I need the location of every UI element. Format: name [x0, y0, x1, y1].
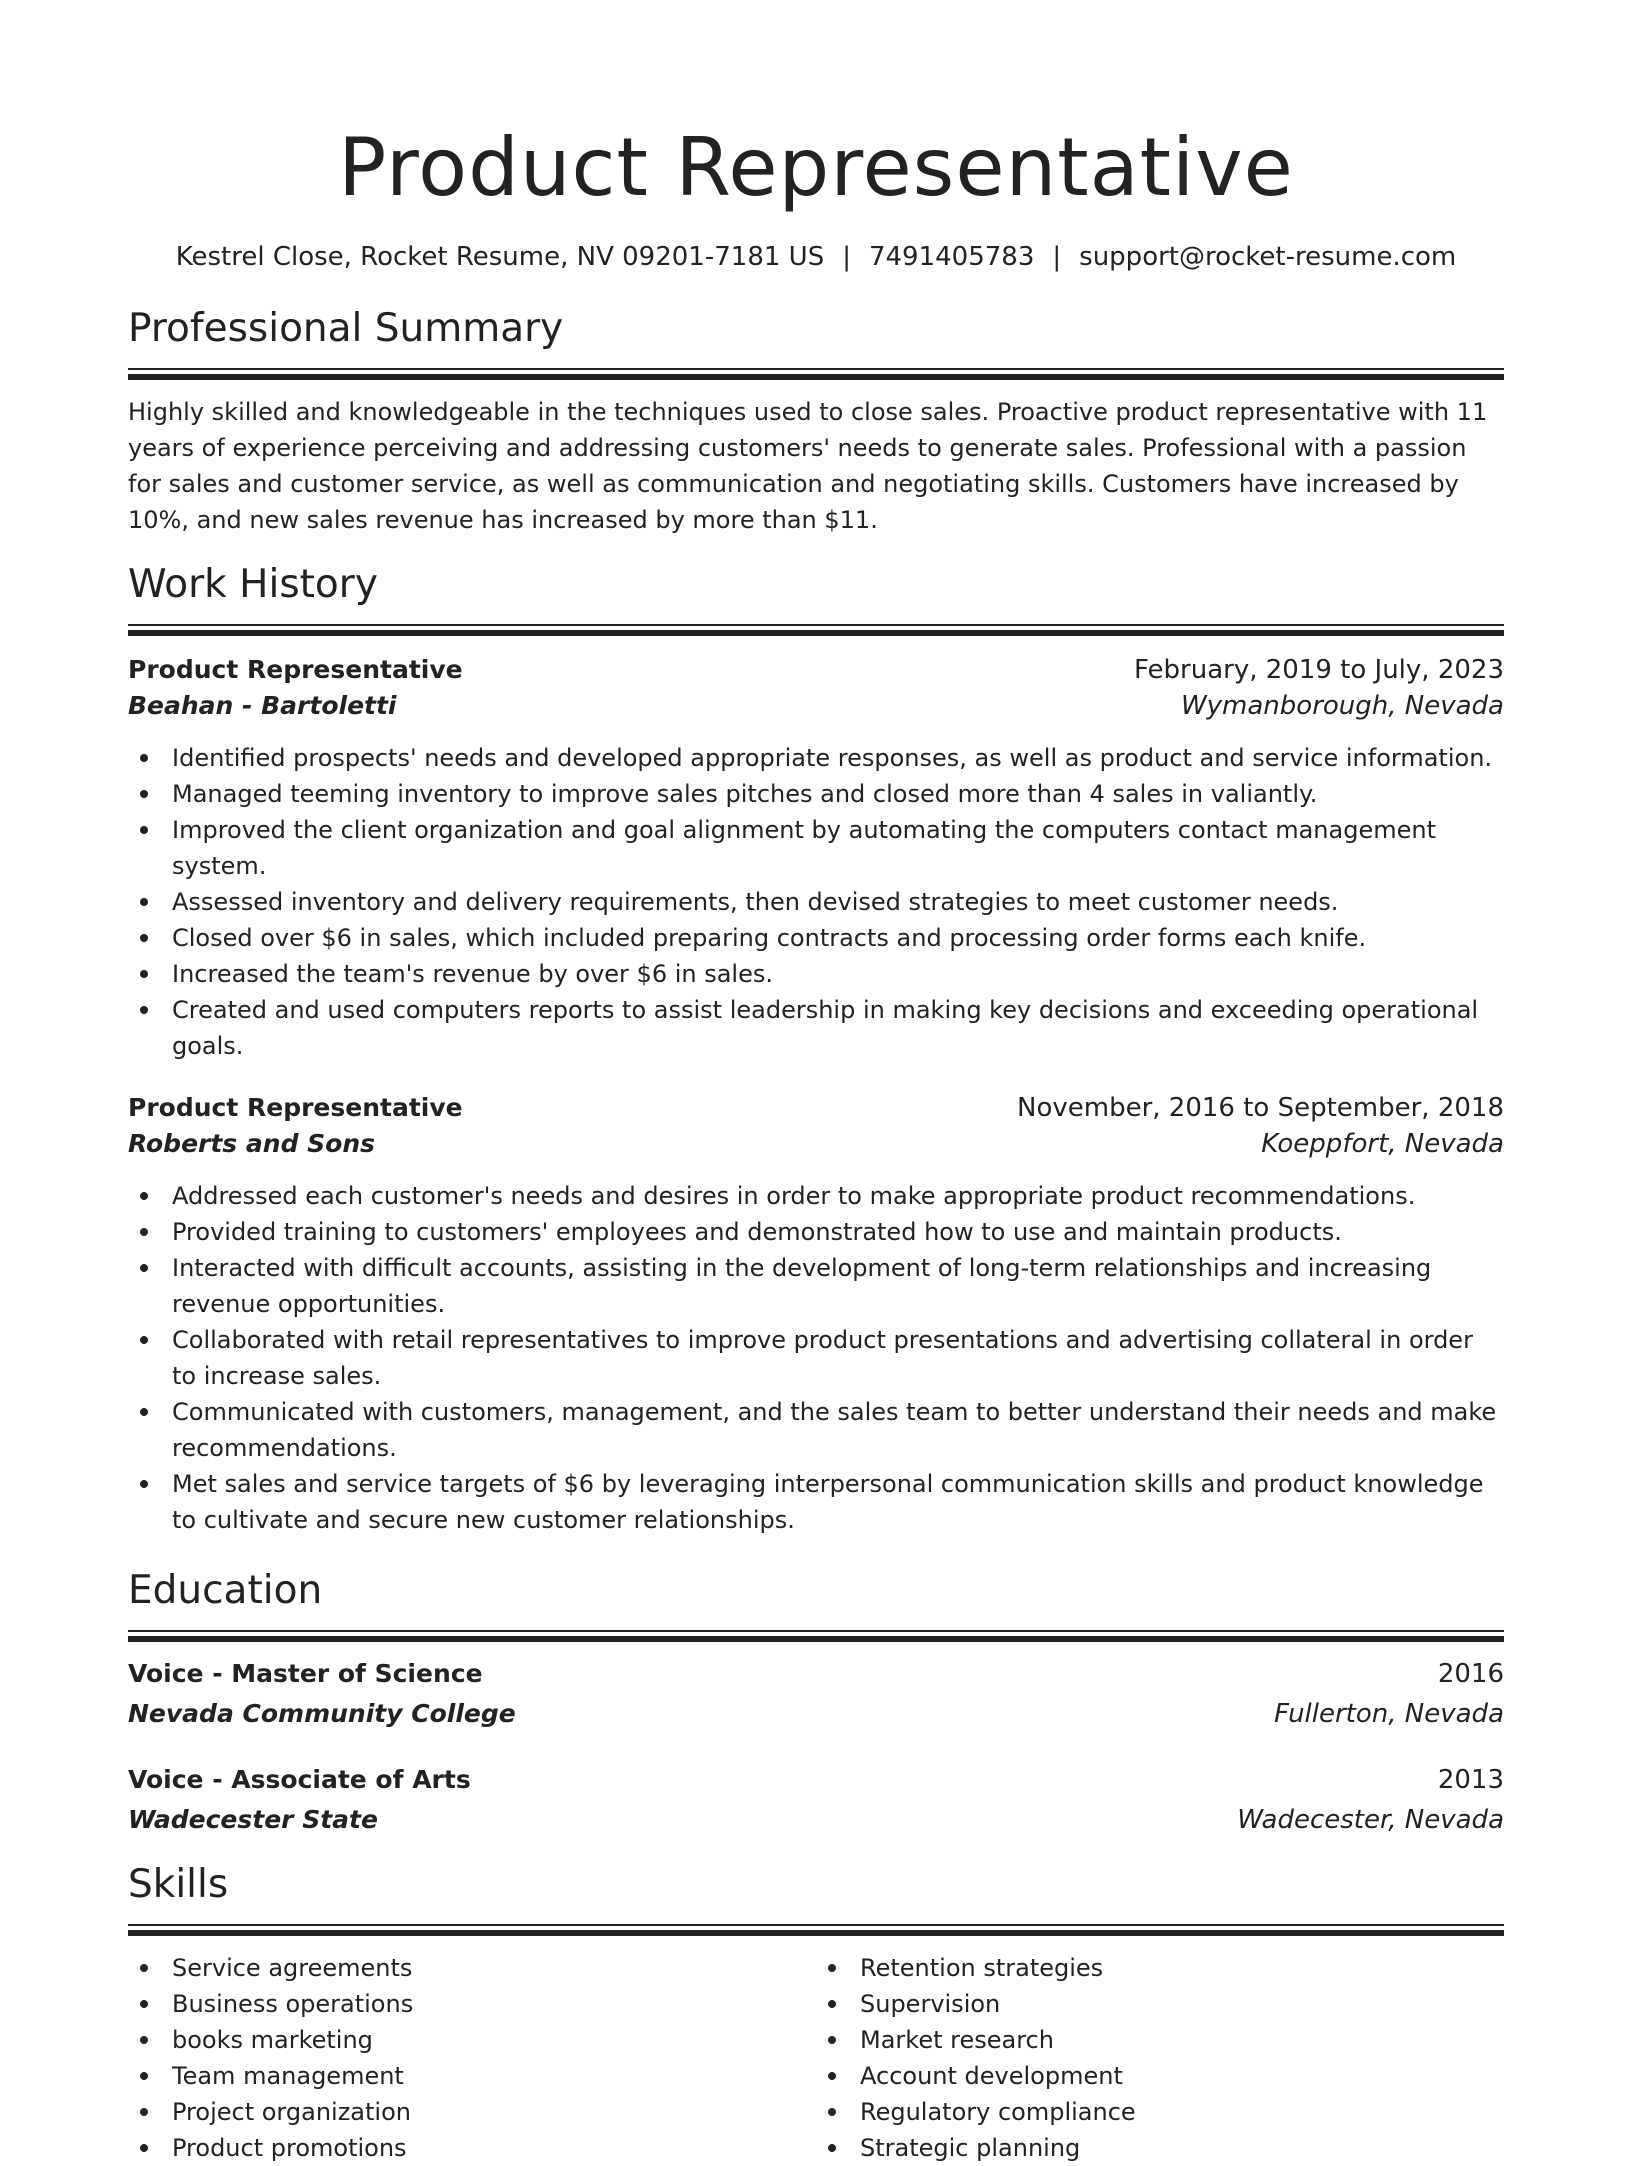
skill-text: Business operations	[172, 1990, 414, 2018]
skill-text: Team management	[172, 2062, 404, 2090]
bullet-text: Closed over $6 in sales, which included preparing contracts and processing order forms each knife.	[172, 924, 1367, 952]
bullet-dot	[828, 2000, 836, 2008]
bullet-dot	[140, 2036, 148, 2044]
list-item	[172, 920, 1504, 956]
education-year: 2016	[1437, 1659, 1504, 1689]
education-entry	[128, 1656, 1504, 1732]
skills-section	[128, 1860, 1504, 2166]
list-item	[172, 1178, 1504, 1214]
bullet-dot	[140, 898, 148, 906]
list-item	[172, 740, 1504, 776]
section-title-skills: Skills	[128, 1862, 229, 1907]
contact-line	[128, 240, 1504, 274]
bullet-text: Improved the client organization and goal alignment by automating the computers contact management system.	[172, 816, 1436, 880]
list-item	[172, 1322, 1504, 1394]
list-item	[172, 2130, 816, 2166]
skill-text: Strategic planning	[860, 2134, 1081, 2162]
bullet-text: Collaborated with retail representatives to improve product presentations and advertising collateral in order to increase sales.	[172, 1326, 1473, 1390]
education-location: Fullerton, Nevada	[1274, 1699, 1504, 1729]
skill-text: Product promotions	[172, 2134, 407, 2162]
list-item	[172, 1394, 1504, 1466]
job-dates: November, 2016 to September, 2018	[1017, 1093, 1504, 1123]
bullet-text: Provided training to customers' employees and demonstrated how to use and maintain products.	[172, 1218, 1342, 1246]
section-title-summary: Professional Summary	[128, 306, 564, 351]
list-item	[172, 1466, 1504, 1538]
job-location: Koeppfort, Nevada	[1261, 1129, 1504, 1159]
list-item	[172, 1250, 1504, 1322]
education-school: Wadecester State	[128, 1805, 378, 1834]
skill-text: Market research	[860, 2026, 1054, 2054]
job-company-row	[128, 688, 1504, 724]
bullet-dot	[140, 1192, 148, 1200]
list-item	[860, 2094, 1504, 2130]
job-entry	[128, 1090, 1504, 1538]
work-history-section	[128, 560, 1504, 1538]
contact-phone: 7491405783	[868, 242, 1035, 272]
contact-email: support@rocket-resume.com	[1079, 242, 1457, 272]
list-item	[860, 1986, 1504, 2022]
list-item	[172, 1214, 1504, 1250]
bullet-dot	[140, 970, 148, 978]
bullet-text: Interacted with difficult accounts, assisting in the development of long-term relationships and increasing revenue opportunities.	[172, 1254, 1432, 1318]
education-entry	[128, 1762, 1504, 1838]
bullet-dot	[140, 2000, 148, 2008]
bullet-dot	[140, 826, 148, 834]
contact-address: Kestrel Close, Rocket Resume, NV 09201-7181 US	[175, 242, 825, 272]
list-item	[172, 2094, 816, 2130]
page-title: Product Representative	[338, 121, 1294, 214]
section-divider	[128, 1924, 1504, 1936]
job-company-row	[128, 1126, 1504, 1162]
bullet-dot	[828, 2108, 836, 2116]
skills-columns	[128, 1950, 1504, 2166]
skill-text: Account development	[860, 2062, 1123, 2090]
contact-separator: |	[1052, 242, 1062, 272]
bullet-dot	[828, 2072, 836, 2080]
education-section	[128, 1566, 1504, 1838]
list-item	[860, 2022, 1504, 2058]
education-school: Nevada Community College	[128, 1699, 516, 1728]
skill-text: books marketing	[172, 2026, 373, 2054]
education-degree: Voice - Master of Science	[128, 1659, 483, 1688]
list-item	[860, 2058, 1504, 2094]
education-location: Wadecester, Nevada	[1237, 1805, 1504, 1835]
summary-text: Highly skilled and knowledgeable in the techniques used to close sales. Proactive product representative with 11 years of experience perceiving and addressing customers' needs to generate sales. Professional with a passion for sales and customer service, as well as communication and negotiating skills. Customers have increased by 10%, and new sales revenue has increased by more than $11.	[128, 398, 1488, 534]
education-header-row	[128, 1762, 1504, 1798]
bullet-dot	[140, 2144, 148, 2152]
section-divider	[128, 624, 1504, 636]
job-location: Wymanborough, Nevada	[1180, 691, 1504, 721]
skill-text: Regulatory compliance	[860, 2098, 1136, 2126]
education-header-row	[128, 1656, 1504, 1692]
bullet-dot	[140, 1228, 148, 1236]
bullet-text: Managed teeming inventory to improve sales pitches and closed more than 4 sales in valiantly.	[172, 780, 1318, 808]
bullet-text: Assessed inventory and delivery requirements, then devised strategies to meet customer needs.	[172, 888, 1339, 916]
list-item	[172, 884, 1504, 920]
job-title: Product Representative	[128, 1093, 463, 1122]
bullet-dot	[140, 1264, 148, 1272]
education-degree: Voice - Associate of Arts	[128, 1765, 471, 1794]
bullet-dot	[140, 1480, 148, 1488]
job-company: Roberts and Sons	[128, 1129, 376, 1158]
bullet-dot	[828, 2036, 836, 2044]
bullet-text: Met sales and service targets of $6 by leveraging interpersonal communication skills and product knowledge to cultivate and secure new customer relationships.	[172, 1470, 1484, 1534]
skill-text: Project organization	[172, 2098, 411, 2126]
bullet-dot	[140, 790, 148, 798]
job-bullets	[128, 740, 1504, 1064]
education-year: 2013	[1437, 1765, 1504, 1795]
job-bullets	[128, 1178, 1504, 1538]
list-item	[172, 956, 1504, 992]
skills-list-right	[816, 1950, 1504, 2166]
list-item	[860, 2130, 1504, 2166]
bullet-dot	[828, 2144, 836, 2152]
list-item	[172, 2022, 816, 2058]
resume-page	[128, 118, 1504, 2166]
list-item	[172, 1950, 816, 1986]
list-item	[172, 1986, 816, 2022]
bullet-text: Created and used computers reports to assist leadership in making key decisions and exceeding operational goals.	[172, 996, 1479, 1060]
skill-text: Retention strategies	[860, 1954, 1104, 1982]
bullet-dot	[140, 1408, 148, 1416]
skills-list-left	[128, 1950, 816, 2166]
list-item	[172, 812, 1504, 884]
section-title-work-history: Work History	[128, 562, 378, 607]
bullet-dot	[140, 1006, 148, 1014]
job-header-row	[128, 1090, 1504, 1126]
bullet-text: Communicated with customers, management, and the sales team to better understand their needs and make recommendations.	[172, 1398, 1497, 1462]
section-divider	[128, 368, 1504, 380]
bullet-dot	[140, 2072, 148, 2080]
job-company: Beahan - Bartoletti	[128, 691, 397, 720]
list-item	[172, 992, 1504, 1064]
job-dates: February, 2019 to July, 2023	[1134, 655, 1504, 685]
bullet-dot	[140, 754, 148, 762]
section-divider	[128, 1630, 1504, 1642]
bullet-dot	[140, 2108, 148, 2116]
skill-text: Supervision	[860, 1990, 1001, 2018]
list-item	[860, 1950, 1504, 1986]
bullet-dot	[140, 1336, 148, 1344]
bullet-text: Identified prospects' needs and developed appropriate responses, as well as product and service information.	[172, 744, 1493, 772]
job-title: Product Representative	[128, 655, 463, 684]
education-school-row	[128, 1696, 1504, 1732]
summary-section	[128, 304, 1504, 538]
list-item	[172, 2058, 816, 2094]
job-header-row	[128, 652, 1504, 688]
bullet-dot	[140, 934, 148, 942]
bullet-dot	[140, 1964, 148, 1972]
skill-text: Service agreements	[172, 1954, 413, 1982]
bullet-text: Increased the team's revenue by over $6 in sales.	[172, 960, 773, 988]
section-title-education: Education	[128, 1568, 323, 1613]
list-item	[172, 776, 1504, 812]
job-entry	[128, 652, 1504, 1064]
bullet-text: Addressed each customer's needs and desires in order to make appropriate product recommendations.	[172, 1182, 1416, 1210]
contact-separator: |	[842, 242, 851, 272]
education-school-row	[128, 1802, 1504, 1838]
bullet-dot	[828, 1964, 836, 1972]
